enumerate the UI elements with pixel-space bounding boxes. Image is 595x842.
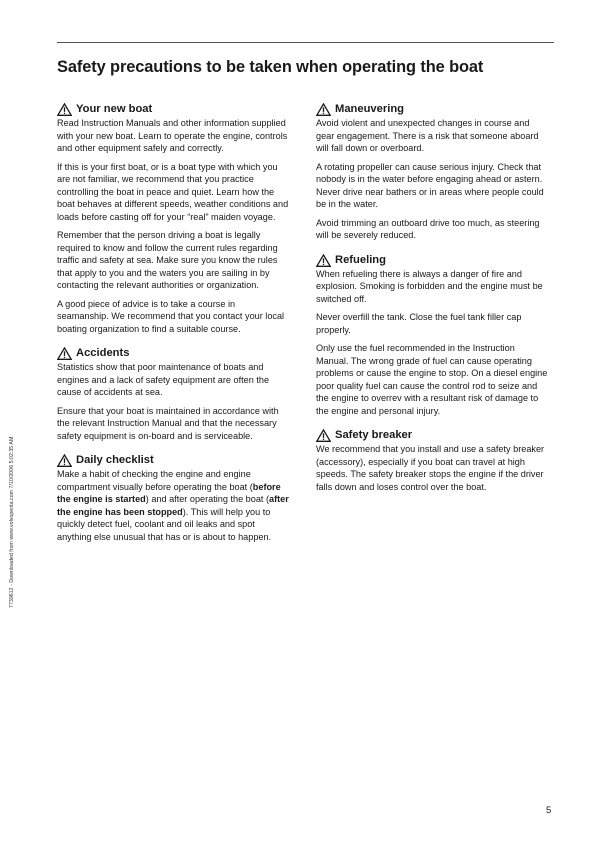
right-column — [316, 103, 548, 505]
section-safety-breaker — [316, 429, 548, 493]
paragraph: Only use the fuel recommended in the Instruction Manual. The wrong grade of fuel can cause operating problems or cause the engine to stop. On a diesel engine poor quality fuel can cause the control rod to seize and the engine to overrev with a resultant risk of damage to the engine and personal injury. — [316, 343, 548, 416]
warning-triangle-icon — [57, 347, 72, 360]
paragraph: Read Instruction Manuals and other information supplied with your new boat. Learn to operate the engine, controls and other equipment safely and correctly. — [57, 118, 288, 153]
paragraph: If this is your first boat, or is a boat type with which you are not familiar, we recommend that you practice controlling the boat in peace and quiet. Learn how the boat behaves at different speeds, weather conditions and loads before casting off for your “real” maiden voyage. — [57, 161, 289, 222]
paragraph: We recommend that you install and use a safety breaker (accessory), especially if you boat can travel at high speeds. The safety breaker stops the engine if the driver falls down and loses control over the boat. — [316, 444, 545, 492]
paragraph — [57, 468, 289, 543]
left-column — [57, 103, 289, 555]
paragraph: A rotating propeller can cause serious injury. Check that nobody is in the water before engaging ahead or astern. Never drive near bathers or in areas where people could be in the water. — [316, 161, 544, 209]
bold-run: after the engine has been stopped — [57, 494, 289, 517]
heading-text: Your new boat — [76, 103, 153, 115]
heading-text: Daily checklist — [76, 454, 154, 466]
text-run: ) and after operating the boat ( — [145, 494, 270, 504]
section-accidents — [57, 347, 289, 442]
text-run: Make a habit of checking the engine and engine compartment visually before operating the boat ( — [57, 469, 253, 492]
text-run: ). This will help you to quickly detect fuel, coolant and oil leaks and spot anything else unusual that has or is about to happen. — [57, 506, 272, 542]
heading-refueling — [316, 254, 548, 267]
top-divider — [57, 42, 554, 43]
heading-text: Maneuvering — [335, 103, 405, 115]
warning-triangle-icon — [316, 103, 331, 116]
paragraph: Ensure that your boat is maintained in accordance with the relevant Instruction Manual and that the necessary safety equipment is on-board and is serviceable. — [57, 405, 279, 441]
warning-triangle-icon — [316, 429, 331, 442]
bold-run: before the engine is started — [57, 481, 281, 504]
paragraph: A good piece of advice is to take a course in seamanship. We recommend that you contact your local boating organization to find a suitable course. — [57, 298, 285, 334]
section-daily-checklist — [57, 454, 289, 543]
section-maneuvering — [316, 103, 548, 242]
heading-text: Refueling — [335, 253, 386, 266]
warning-triangle-icon — [57, 103, 72, 116]
paragraph: Statistics show that poor maintenance of boats and engines and a lack of safety equipment are often the cause of accidents at sea. — [57, 362, 270, 397]
heading-text: Safety breaker — [335, 429, 413, 441]
section-refueling — [316, 254, 548, 418]
heading-maneuvering — [316, 103, 548, 116]
section-your-new-boat — [57, 103, 289, 335]
paragraph: Avoid violent and unexpected changes in course and gear engagement. There is a risk that someone aboard will fall down or overboard. — [316, 118, 539, 153]
heading-text: Accidents — [76, 347, 130, 359]
paragraph: Never overfill the tank. Close the fuel tank filler cap properly. — [316, 312, 522, 335]
paragraph: When refueling there is always a danger of fire and explosion. Smoking is forbidden and the engine must be switched off. — [316, 268, 543, 304]
heading-accidents — [57, 347, 289, 360]
paragraph: Avoid trimming an outboard drive too much, as steering will be severely reduced. — [316, 217, 540, 240]
download-stamp-text: 7739612 - Downloaded from www.volvopenta.com 7/10/2006 5:02:35 AM — [9, 436, 15, 608]
page-number: 5 — [546, 805, 552, 816]
heading-safety-breaker — [316, 429, 548, 442]
heading-your-new-boat — [57, 103, 289, 116]
download-stamp — [9, 248, 19, 608]
page-title: Safety precautions to be taken when operating the boat — [57, 58, 484, 76]
paragraph: Remember that the person driving a boat is legally required to know and follow the current rules regarding traffic and safety at sea. Make sure you know the rules that apply to you and the waters you are sailing in by contacting the relevant authorities or organization. — [57, 230, 278, 290]
warning-triangle-icon — [57, 454, 72, 467]
warning-triangle-icon — [316, 254, 331, 267]
heading-daily-checklist — [57, 454, 289, 467]
